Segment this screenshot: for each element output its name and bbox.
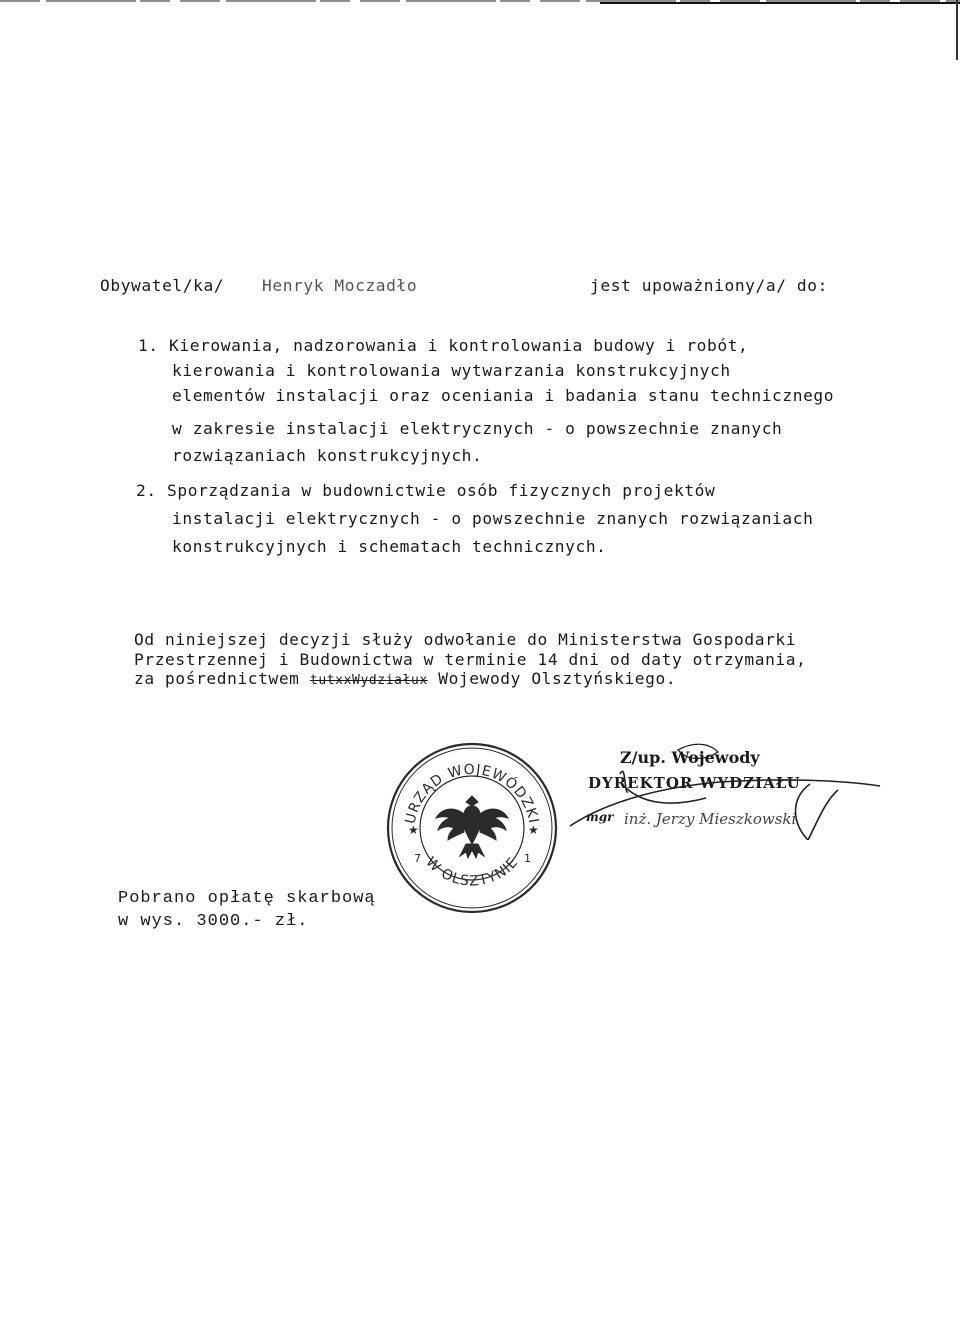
fee-line-1: Pobrano opłatę skarbową bbox=[118, 889, 376, 908]
appeal-line-1: Od niniejszej decyzji służy odwołanie do Ministerstwa Gospodarki bbox=[134, 630, 797, 649]
official-round-stamp bbox=[384, 740, 560, 916]
fee-line-2: w wys. 3000.- zł. bbox=[118, 912, 309, 931]
addressee-label: Obywatel/ka/ bbox=[100, 276, 225, 295]
item-2-line-3: konstrukcyjnych i schematach technicznych. bbox=[172, 537, 607, 556]
signature-line-2: DYREKTOR WYDZIAŁU bbox=[588, 774, 801, 792]
stamp-number-right: 1 bbox=[524, 852, 531, 865]
item-2-line-1: 2. Sporządzania w budownictwie osób fizycznych projektów bbox=[136, 481, 716, 500]
signature-block bbox=[560, 740, 890, 840]
stamp-text-bottom: W OLSZTYNIE bbox=[422, 854, 522, 890]
item-2-line-2: instalacji elektrycznych - o powszechnie znanych rozwiązaniach bbox=[172, 509, 814, 528]
authorization-text: jest upoważniony/a/ do: bbox=[590, 276, 828, 295]
appeal-line-3-start: za pośrednictwem bbox=[134, 669, 310, 688]
stamp-star-right: ★ bbox=[528, 823, 539, 837]
appeal-line-3 bbox=[134, 669, 676, 688]
item-1-line-2: kierowania i kontrolowania wytwarzania konstrukcyjnych bbox=[172, 361, 731, 380]
eagle-emblem-icon bbox=[436, 796, 508, 858]
person-name: Henryk Moczadło bbox=[262, 276, 418, 295]
item-1-line-3: elementów instalacji oraz oceniania i badania stanu technicznego bbox=[172, 386, 835, 405]
signature-prefix: mgr bbox=[586, 810, 614, 824]
item-1-line-5: rozwiązaniach konstrukcyjnych. bbox=[172, 446, 483, 465]
signature-line-1: Z/up. Wojewody bbox=[620, 748, 760, 767]
scan-edge-mark bbox=[956, 0, 958, 60]
appeal-line-2: Przestrzennej i Budownictwa w terminie 14 dni od daty otrzymania, bbox=[134, 650, 807, 669]
appeal-line-3-end: Wojewody Olsztyńskiego. bbox=[427, 669, 677, 688]
svg-text:W OLSZTYNIE bbox=[422, 854, 521, 889]
item-1-line-1: 1. Kierowania, nadzorowania i kontrolowania budowy i robót, bbox=[138, 336, 749, 355]
stamp-text-top: URZĄD WOJEWÓDZKI bbox=[402, 761, 542, 826]
signature-handwriting bbox=[560, 740, 890, 840]
struck-out-text: tutxxWydziałux bbox=[309, 673, 428, 688]
stamp-star-left: ★ bbox=[408, 823, 419, 837]
scan-edge-artifact bbox=[0, 0, 960, 6]
item-1-line-4: w zakresie instalacji elektrycznych - o powszechnie znanych bbox=[172, 419, 783, 438]
stamp-number-left: 7 bbox=[414, 852, 421, 865]
signature-name: inż. Jerzy Mieszkowski bbox=[624, 810, 797, 828]
